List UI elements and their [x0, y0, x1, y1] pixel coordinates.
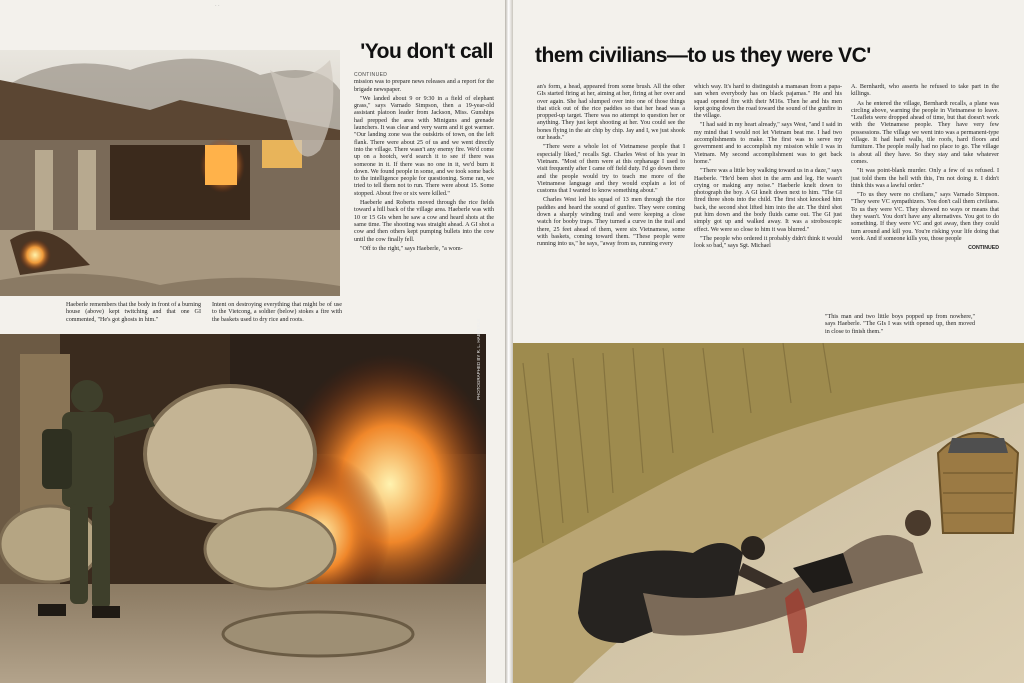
photo-road	[513, 343, 1024, 683]
photo-credit: PHOTOGRAPHED BY R. L. HAEBERLE	[476, 318, 481, 400]
paragraph: "I had said in my heart already," says West, "and I said in my mind that I would not let Vietnam beat me. I had two accomplishments to make. The first was to serve my government and to accomplish my mission while I was in Vietnam. My second accomplishment was to get back home."	[694, 122, 842, 165]
continued-label: CONTINUED	[354, 72, 388, 78]
paragraph: mission was to prepare news releases and a report for the brigade newspaper.	[354, 79, 494, 93]
left-page	[0, 0, 505, 683]
paragraph: "There was a little boy walking toward us in a daze," says Haeberle. "He'd been shot in the arm and leg. He wasn't crying or making any noise." Haeberle knelt down to photograph the boy. A GI knelt down next to him. "The GI fired three shots into the child. The first shot knocked him back, the second shot lifted him into the air. The third shot put him down and the body fluids came out. The GI just simply got up and walked away. It was a stroboscopic effect. We were so close to him it was blurred."	[694, 168, 842, 233]
caption-above-photo: Haeberle remembers that the body in front of a burning house (above) kept twitching and that one GI commented, "He's got ghosts in him."	[66, 302, 201, 323]
photo-soldier-fire	[0, 334, 486, 683]
headline-right: them civilians—to us they were VC'	[535, 44, 871, 67]
paragraph: "It was point-blank murder. Only a few of us refused. I just told them the hell with this, I'm not doing it. I didn't think this was a lawful order."	[851, 168, 999, 189]
paragraph: "There were a whole lot of Vietnamese people that I especially liked," recalls Sgt. Charles West of his year in Vietnam. "Most of them were at this orphanage I used to visit frequently after I came off field duty. I'd go down there and the people would try to teach me more of the Vietnamese language and they would explain a lot of customs that I wanted to know something about."	[537, 144, 685, 195]
right-page	[513, 0, 1024, 683]
photo-burning-house	[0, 50, 340, 296]
paragraph: "To us they were no civilians," says Varnado Simpson. "They were VC sympathizers. You don't call them civilians. To us they were VC. They showed no ways or means that they wasn't. You don't have any alternatives. You got to do something. If they were VC and got away, then they could turn around and kill you. You're risking your life doing that work. And if someone kills you, those people	[851, 192, 999, 242]
headline-left: 'You don't call	[360, 40, 493, 63]
paragraph: an's form, a head, appeared from some brush. All the other GIs started firing at her, aiming at her, firing at her over and over again. She had slumped over into one of those things that stick out of the rice paddies so that her head was a propped-up target. There was no attempt to question her or anything. They just kept shooting at her. You could see the bones flying in the air chip by chip. Jay and I, we just shook our heads."	[537, 84, 685, 142]
paragraph: "We landed about 9 or 9:30 in a field of elephant grass," says Varnado Simpson, then a 19-year-old assistant platoon leader from Jackson, Miss. Gunships had prepped the area with Miniguns and grenade launchers. It was clear and very warm and it got warmer. "Our landing zone was the outskirts of town, on the left flank. There were about 25 of us and we went directly into the village. There wasn't any enemy fire. We'd come up on a hootch, we'd search it to see if there was someone in it. If there was no one in it, we'd burn it down. We found people in some, and we took some back to the intelligence people for questioning. Some ran, we tried to tell them not to run. There were about 15. Some stopped. About five or six were killed."	[354, 95, 494, 197]
paragraph: which way. It's hard to distinguish a mamasan from a papa-san when everybody has on black pajamas." He and his squad opened fire with their M16s. Then he and his men kept going down the road toward the sound of the gunfire in the village.	[694, 84, 842, 120]
continued-end-label: CONTINUED	[968, 245, 999, 252]
caption-below-photo: Intent on destroying everything that might be of use to the Vietcong, a soldier (below) stokes a fire with the baskets used to dry rice and roots.	[212, 302, 342, 323]
paragraph: A. Bernhardt, who asserts he refused to take part in the killings.	[851, 84, 999, 98]
caption-right-photo: "This man and two little boys popped up from nowhere," says Haeberle. "The GIs I was with opened up, then moved in close to finish them."	[825, 314, 975, 335]
text-column-2	[694, 84, 842, 253]
paragraph: "Off to the right," says Haeberle, "a wom-	[360, 245, 463, 252]
paragraph: As he entered the village, Bernhardt recalls, a plane was circling above, warning the people in Vietnamese to leave. "Leaflets were dropped ahead of time, but that doesn't work with the Vietnamese people. They have very few possessions. The village we went into was a permanent-type village. It had hard walls, tile roofs, hard floors and furniture. The people really had no place to go. The village is about all they have. So they stay and take whatever comes.	[851, 100, 999, 165]
text-column-3	[851, 84, 999, 253]
paragraph: Charles West led his squad of 13 men through the rice paddies and heard the sound of gunfire. They were coming down a sharply winding trail and were keeping a close watch for booby traps. They turned a curve in the trail and there, 25 feet ahead of them, were six Vietnamese, some with baskets, coming toward them. "These people were running into us," he says, "away from us, running every	[537, 197, 685, 248]
paragraph: "The people who ordered it probably didn't think it would look so bad," says Sgt. Michael	[694, 235, 842, 250]
text-column-left	[354, 72, 494, 255]
binding-gutter	[505, 0, 513, 683]
print-marks: · ·	[215, 3, 220, 9]
paragraph: Haeberle and Roberts moved through the rice fields toward a hill back of the village area. Haeberle was with 10 or 15 GIs when he saw a cow and heard shots at the same time. The shooting was straight ahead. A GI shot a cow and then others kept pumping bullets into the cow until the cow finally fell.	[354, 200, 494, 243]
text-column-1	[537, 84, 685, 251]
